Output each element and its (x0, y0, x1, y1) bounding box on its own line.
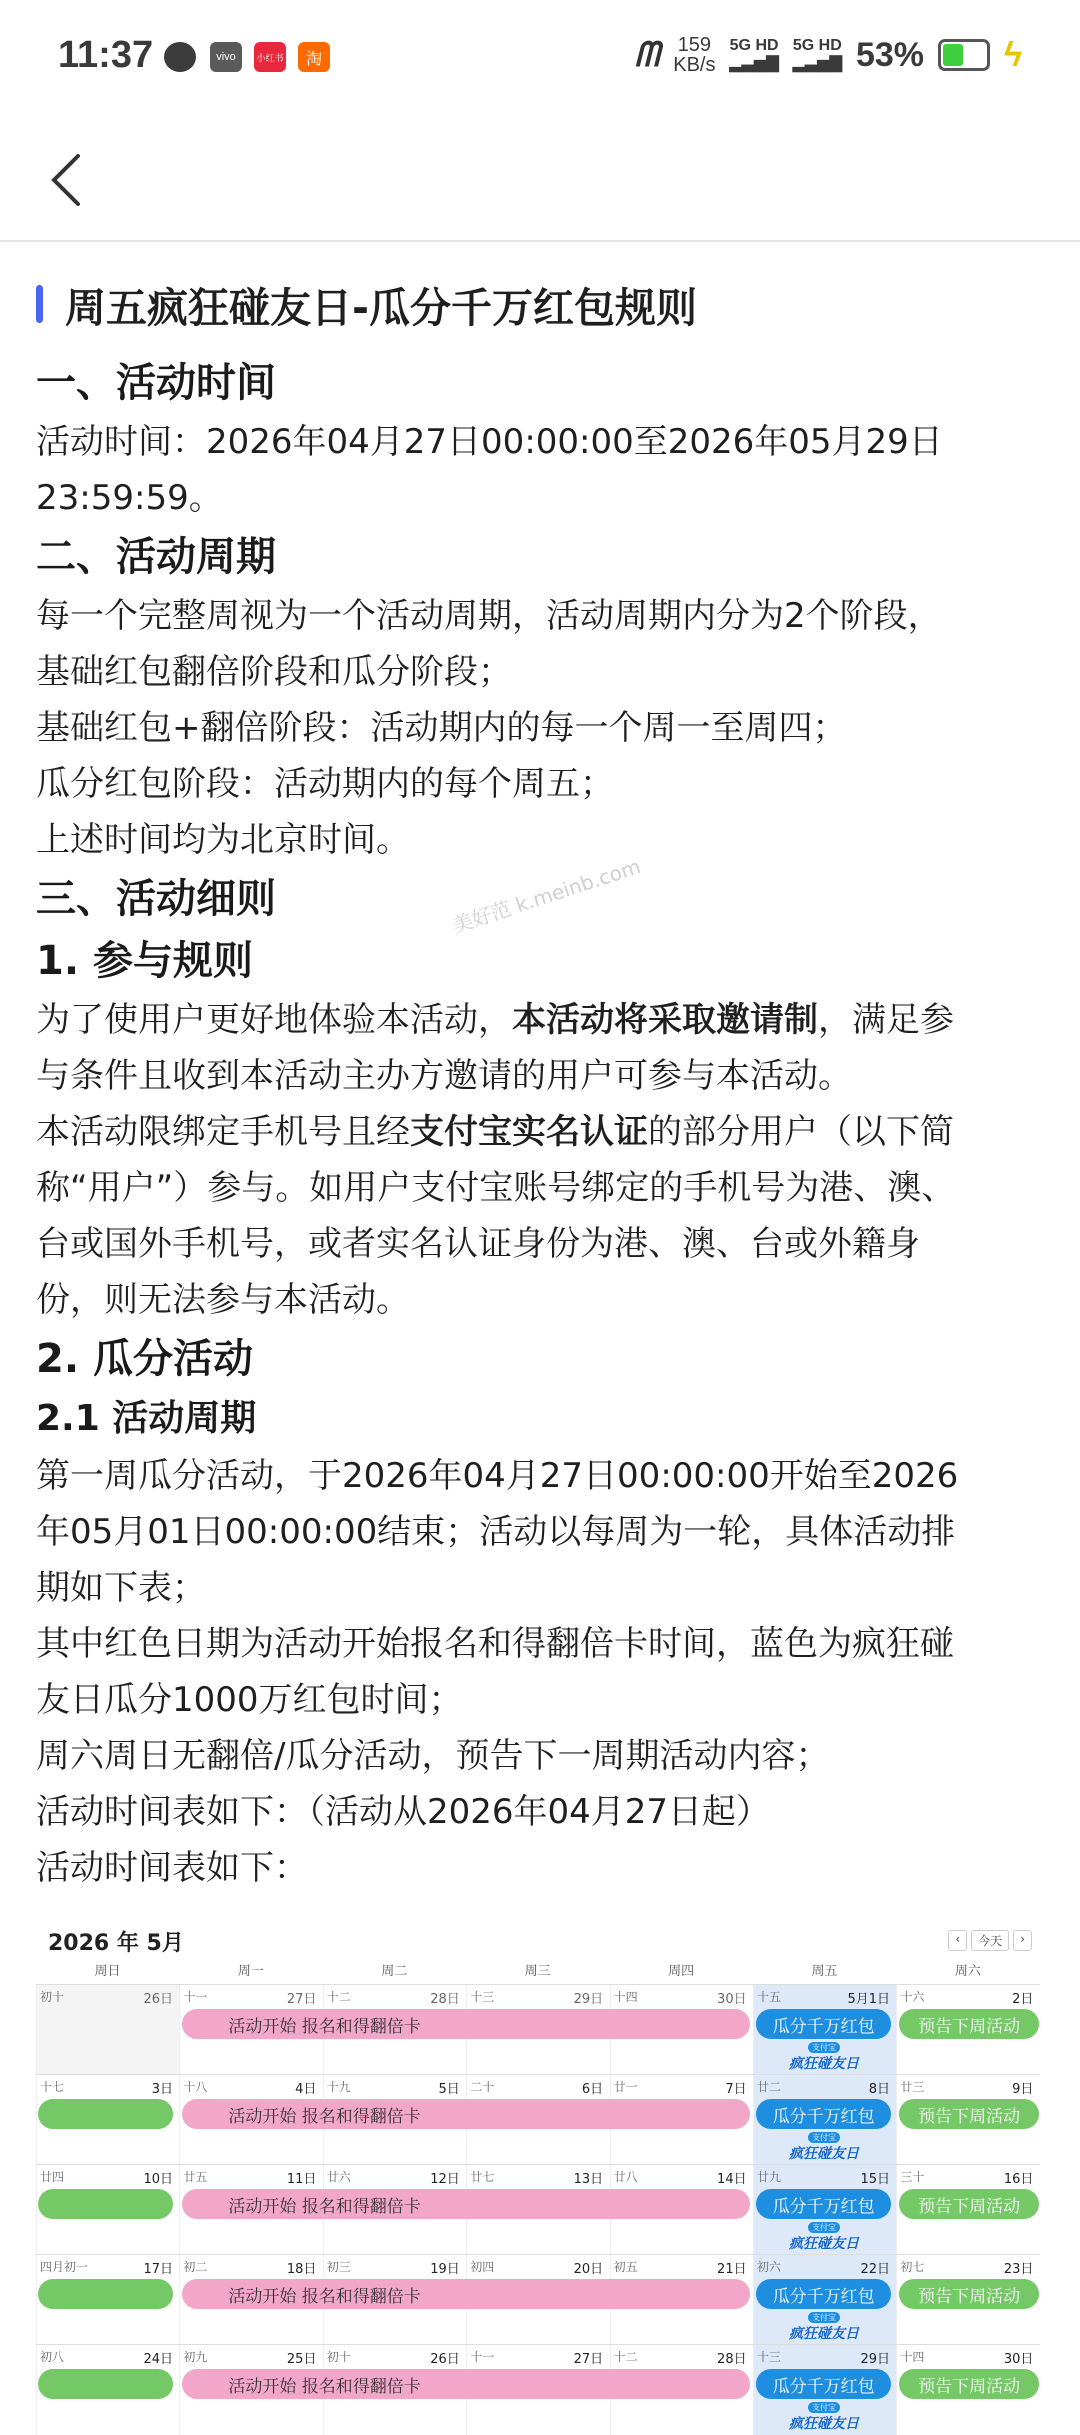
day-number: 10日 (143, 2172, 173, 2187)
lunar-date: 廿七 (470, 2170, 495, 2184)
day-number: 19日 (430, 2262, 460, 2277)
event-bar-preview: 预告下周活动 (899, 2189, 1038, 2219)
day-number: 13日 (573, 2172, 604, 2187)
lunar-date: 二十 (470, 2080, 495, 2094)
logo-small-text: 支付宝 (808, 2042, 840, 2053)
logo-small-text: 支付宝 (808, 2402, 840, 2413)
lunar-date: 廿三 (900, 2080, 925, 2094)
nfc-icon: ᗰ (634, 35, 660, 74)
day-number: 7日 (725, 2082, 747, 2097)
lunar-date: 三十 (900, 2170, 925, 2184)
logo-main-text: 疯狂碰友日 (789, 2325, 859, 2342)
event-bar-signup: 活动开始 报名和得翻倍卡 (182, 2189, 750, 2219)
lunar-date: 初六 (757, 2260, 782, 2274)
lunar-date: 十三 (470, 1990, 495, 2004)
paragraph: 友日瓜分1000万红包时间； (36, 1680, 463, 1720)
lunar-date: 廿六 (326, 2170, 351, 2184)
event-logo (785, 2313, 863, 2341)
event-logo (785, 2403, 863, 2431)
event-bar-split: 瓜分千万红包 (756, 2099, 891, 2129)
paragraph: 份，则无法参与本活动。 (36, 1280, 410, 1320)
day-number: 28日 (717, 2352, 747, 2367)
day-number: 25日 (286, 2352, 317, 2367)
day-number: 24日 (143, 2352, 173, 2367)
text-run: ，满足参 (818, 1000, 954, 1040)
paragraph: 其中红色日期为活动开始报名和得翻倍卡时间，蓝色为疯狂碰 (36, 1624, 954, 1664)
calendar-next-button: › (1013, 1930, 1032, 1951)
logo-small-text: 支付宝 (808, 2132, 840, 2143)
event-bar-signup: 活动开始 报名和得翻倍卡 (182, 2009, 750, 2039)
lunar-date: 四月初一 (40, 2260, 89, 2274)
signal-bars-icon: ▂▃▅▇ (792, 55, 842, 72)
weekday-label: 周日 (94, 1964, 121, 1979)
event-bar-signup: 活动开始 报名和得翻倍卡 (182, 2279, 750, 2309)
weekday-label: 周六 (954, 1964, 981, 1979)
calendar-today-button: 今天 (971, 1930, 1009, 1951)
lunar-date: 十九 (326, 2080, 351, 2094)
paragraph (36, 1104, 1046, 1160)
rules-article (36, 270, 1046, 1896)
day-number: 5日 (438, 2082, 460, 2097)
signal-1-label: 5G HD (729, 37, 779, 54)
lunar-date: 初四 (470, 2260, 495, 2274)
day-number: 9日 (1012, 2082, 1034, 2097)
signal-2 (793, 37, 842, 73)
event-bar-preview (38, 2189, 173, 2219)
lunar-date: 廿八 (613, 2170, 638, 2184)
lunar-date: 廿九 (757, 2170, 782, 2184)
paragraph: 台或国外手机号，或者实名认证身份为港、澳、台或外籍身 (36, 1224, 920, 1264)
signal-1 (730, 37, 779, 73)
day-number: 28日 (430, 1992, 460, 2007)
paragraph: 活动时间表如下：（活动从2026年04月27日起） (36, 1792, 771, 1832)
weekday-header (36, 1960, 1040, 1984)
paragraph: 23:59:59。 (36, 478, 223, 518)
event-bar-signup: 活动开始 报名和得翻倍卡 (182, 2099, 750, 2129)
event-bar-preview (38, 2099, 173, 2129)
logo-small-text: 支付宝 (808, 2222, 840, 2233)
event-bar-signup: 活动开始 报名和得翻倍卡 (182, 2369, 750, 2399)
day-number: 26日 (430, 2352, 460, 2367)
paragraph: 瓜分红包阶段：活动期内的每个周五； (36, 764, 614, 804)
message-icon (164, 42, 196, 72)
calendar-week (36, 2344, 1040, 2435)
page-title: 周五疯狂碰友日-瓜分千万红包规则 (65, 283, 698, 332)
calendar-week (36, 2254, 1040, 2345)
paragraph: 基础红包+翻倍阶段：活动期内的每一个周一至周四； (36, 708, 847, 748)
event-bar-preview (38, 2369, 173, 2399)
weekday-label: 周一 (237, 1964, 264, 1979)
event-bar-preview (38, 2279, 173, 2309)
signal-bars-icon: ▂▃▅▇ (729, 55, 779, 72)
net-speed (673, 35, 715, 75)
lunar-date: 初二 (183, 2260, 208, 2274)
xiaohongshu-icon: 小红书 (254, 42, 286, 72)
text-run: 的部分用户（以下简 (648, 1112, 954, 1152)
day-number: 23日 (1003, 2262, 1034, 2277)
status-time: 11:37 (58, 34, 154, 76)
calendar-prev-button: ‹ (948, 1930, 967, 1951)
lunar-date: 初七 (900, 2260, 925, 2274)
section-heading: 一、活动时间 (36, 360, 276, 406)
event-logo (785, 2043, 863, 2071)
paragraph (36, 992, 1046, 1048)
chevron-left-icon (48, 152, 84, 208)
lunar-date: 十五 (757, 1990, 782, 2004)
article-title (36, 270, 1046, 338)
event-logo (785, 2223, 863, 2251)
logo-small-text: 支付宝 (808, 2312, 840, 2323)
lunar-date: 十六 (900, 1990, 925, 2004)
day-number: 30日 (717, 1992, 747, 2007)
day-number: 2日 (1012, 1992, 1034, 2007)
lunar-date: 初三 (326, 2260, 351, 2274)
lunar-date: 初五 (613, 2260, 638, 2274)
battery-icon (938, 39, 990, 71)
vivo-icon: vivo (210, 42, 242, 72)
paragraph: 年05月01日00:00:00结束；活动以每周为一轮，具体活动排 (36, 1512, 956, 1552)
day-number: 30日 (1003, 2352, 1034, 2367)
day-number: 26日 (143, 1992, 173, 2007)
lunar-date: 廿一 (613, 2080, 638, 2094)
day-number: 20日 (573, 2262, 604, 2277)
day-number: 15日 (860, 2172, 890, 2187)
bold-text: 本活动将采取邀请制 (512, 1000, 818, 1040)
text-run: 本活动限绑定手机号且经 (36, 1112, 410, 1152)
lunar-date: 十三 (757, 2350, 782, 2364)
lunar-date: 十二 (613, 2350, 638, 2364)
paragraph: 活动时间：2026年04月27日00:00:00至2026年05月29日 (36, 422, 943, 462)
event-logo (785, 2133, 863, 2161)
paragraph: 活动时间表如下： (36, 1848, 308, 1888)
schedule-calendar (36, 1918, 1040, 2432)
status-right (635, 30, 1022, 80)
subsection-heading: 2. 瓜分活动 (36, 1336, 253, 1382)
watermark: 美好范 k.meinb.com (449, 854, 644, 938)
weekday-label: 周五 (811, 1964, 838, 1979)
status-bar (0, 0, 1080, 118)
paragraph: 周六周日无翻倍/瓜分活动，预告下一周期活动内容； (36, 1736, 830, 1776)
day-number: 22日 (860, 2262, 890, 2277)
day-number: 6日 (581, 2082, 604, 2097)
lunar-date: 十一 (470, 2350, 495, 2364)
title-accent-bar (36, 285, 43, 323)
calendar-week (36, 2164, 1040, 2255)
logo-main-text: 疯狂碰友日 (789, 2145, 859, 2162)
lunar-date: 十八 (183, 2080, 208, 2094)
day-number: 21日 (717, 2262, 747, 2277)
paragraph: 期如下表； (36, 1568, 206, 1608)
net-speed-unit: KB/s (673, 54, 716, 76)
lunar-date: 初九 (183, 2350, 208, 2364)
lunar-date: 十二 (326, 1990, 351, 2004)
lunar-date: 十四 (613, 1990, 638, 2004)
day-number: 29日 (573, 1992, 604, 2007)
weekday-label: 周四 (668, 1964, 695, 1979)
day-number: 12日 (430, 2172, 460, 2187)
taobao-icon: 淘 (298, 42, 330, 72)
day-number: 27日 (573, 2352, 604, 2367)
day-number: 17日 (143, 2262, 173, 2277)
paragraph: 基础红包翻倍阶段和瓜分阶段； (36, 652, 512, 692)
day-number: 16日 (1003, 2172, 1034, 2187)
lunar-date: 初十 (40, 1990, 65, 2004)
day-number: 5月1日 (847, 1992, 890, 2007)
paragraph: 与条件且收到本活动主办方邀请的用户可参与本活动。 (36, 1056, 852, 1096)
lunar-date: 初八 (40, 2350, 65, 2364)
charging-icon: ϟ (1004, 35, 1022, 74)
subsection-heading: 1. 参与规则 (36, 938, 253, 984)
event-bar-preview: 预告下周活动 (899, 2099, 1038, 2129)
text-run: 为了使用户更好地体验本活动， (36, 1000, 512, 1040)
lunar-date: 廿四 (40, 2170, 65, 2184)
top-nav (0, 118, 1080, 242)
event-bar-preview: 预告下周活动 (899, 2279, 1038, 2309)
bold-text: 支付宝实名认证 (410, 1112, 648, 1152)
lunar-date: 廿二 (757, 2080, 782, 2094)
event-bar-split: 瓜分千万红包 (756, 2369, 891, 2399)
logo-main-text: 疯狂碰友日 (789, 2415, 859, 2432)
lunar-date: 廿五 (183, 2170, 208, 2184)
event-bar-split: 瓜分千万红包 (756, 2189, 891, 2219)
paragraph: 称“用户”）参与。如用户支付宝账号绑定的手机号为港、澳、 (36, 1168, 956, 1208)
day-number: 27日 (286, 1992, 317, 2007)
day-number: 4日 (295, 2082, 317, 2097)
lunar-date: 十七 (40, 2080, 65, 2094)
lunar-date: 十四 (900, 2350, 925, 2364)
signal-2-label: 5G HD (792, 37, 842, 54)
event-bar-split: 瓜分千万红包 (756, 2009, 891, 2039)
calendar-title: 2026 年 5月 (48, 1931, 184, 1956)
day-number: 14日 (717, 2172, 747, 2187)
calendar-nav (948, 1930, 1032, 1951)
back-button[interactable] (36, 140, 96, 220)
calendar-day (36, 1985, 179, 2075)
lunar-date: 初十 (326, 2350, 351, 2364)
section-heading: 二、活动周期 (36, 534, 276, 580)
day-number: 11日 (286, 2172, 317, 2187)
section-heading: 三、活动细则 (36, 876, 276, 922)
event-bar-split: 瓜分千万红包 (756, 2279, 891, 2309)
day-number: 8日 (868, 2082, 890, 2097)
battery-percent: 53% (855, 35, 924, 74)
logo-main-text: 疯狂碰友日 (789, 2235, 859, 2252)
lunar-date: 十一 (183, 1990, 208, 2004)
day-number: 18日 (286, 2262, 317, 2277)
logo-main-text: 疯狂碰友日 (789, 2055, 859, 2072)
event-bar-preview: 预告下周活动 (899, 2369, 1038, 2399)
weekday-label: 周三 (524, 1964, 551, 1979)
day-number: 3日 (151, 2082, 173, 2097)
calendar-week (36, 2074, 1040, 2165)
subsection-heading: 2.1 活动周期 (36, 1398, 257, 1439)
weekday-label: 周二 (381, 1964, 408, 1979)
paragraph: 第一周瓜分活动，于2026年04月27日00:00:00开始至2026 (36, 1456, 959, 1496)
net-speed-value: 159 (677, 34, 712, 56)
paragraph: 每一个完整周视为一个活动周期，活动周期内分为2个阶段， (36, 596, 942, 636)
day-number: 29日 (860, 2352, 890, 2367)
event-bar-preview: 预告下周活动 (899, 2009, 1038, 2039)
paragraph: 上述时间均为北京时间。 (36, 820, 410, 860)
calendar-week (36, 1984, 1040, 2075)
